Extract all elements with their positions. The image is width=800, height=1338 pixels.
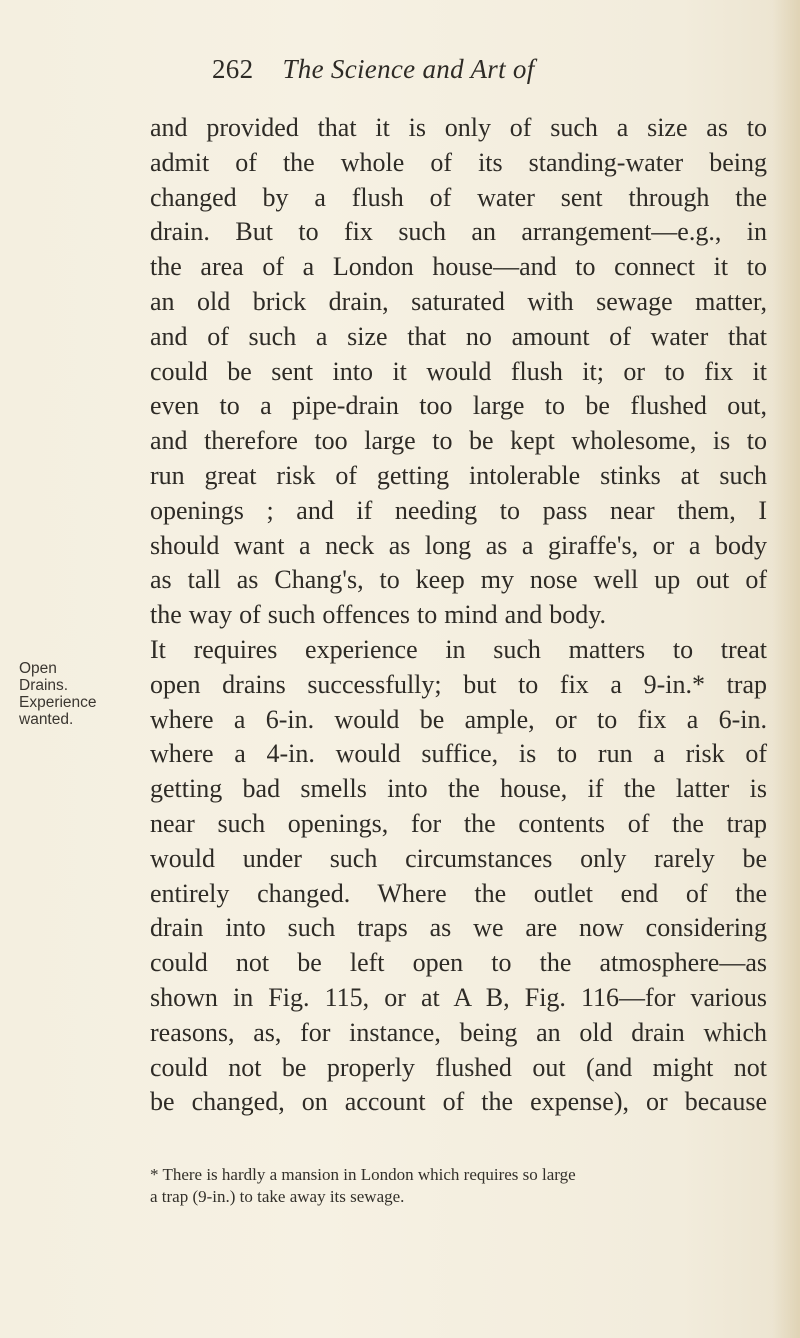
footnote-line: a trap (9-in.) to take away its sewage. — [150, 1187, 405, 1206]
text-line: reasons, as, for instance, being an old drain which — [150, 1017, 767, 1047]
running-head — [212, 54, 535, 85]
text-line: openings ; and if needing to pass near them, I — [150, 495, 767, 525]
footnote-line: * There is hardly a mansion in London which requires so large — [150, 1165, 576, 1184]
text-line: even to a pipe-drain too large to be flushed out, — [150, 391, 767, 421]
text-line: where a 4-in. would suffice, is to run a risk of — [150, 739, 767, 769]
text-line: an old brick drain, saturated with sewage matter, — [150, 286, 767, 316]
text-line: getting bad smells into the house, if the latter is — [150, 774, 767, 804]
text-line: the area of a London house—and to connect it to — [150, 252, 767, 282]
text-line: could be sent into it would flush it; or to fix it — [150, 356, 767, 386]
text-line: open drains successfully; but to fix a 9-in.* trap — [150, 669, 767, 699]
text-line: could not be properly flushed out (and might not — [150, 1052, 767, 1082]
running-title: The Science and Art of — [282, 54, 535, 84]
text-line: be changed, on account of the expense), or because — [150, 1087, 767, 1117]
text-line: admit of the whole of its standing-water being — [150, 147, 767, 177]
text-line: and therefore too large to be kept wholesome, is to — [150, 426, 767, 456]
text-line: near such openings, for the contents of the trap — [150, 808, 767, 838]
margin-note — [19, 660, 97, 728]
footnote — [150, 1164, 767, 1208]
page-edge-shadow — [772, 0, 800, 1338]
text-line: It requires experience in such matters to treat — [150, 634, 767, 664]
text-line: drain. But to fix such an arrangement—e.g., in — [150, 217, 767, 247]
page-number: 262 — [212, 54, 254, 84]
margin-note-line: wanted. — [19, 711, 74, 728]
text-line: and provided that it is only of such a size as to — [150, 113, 767, 142]
margin-note-line: Experience — [19, 694, 97, 711]
text-line: where a 6-in. would be ample, or to fix a 6-in. — [150, 704, 767, 734]
text-line: could not be left open to the atmosphere—as — [150, 948, 767, 978]
text-line: and of such a size that no amount of water that — [150, 321, 767, 351]
text-line: run great risk of getting intolerable stinks at such — [150, 460, 767, 490]
text-line: as tall as Chang's, to keep my nose well up out of — [150, 565, 767, 595]
text-line: shown in Fig. 115, or at A B, Fig. 116—for various — [150, 982, 767, 1012]
text-line: would under such circumstances only rarely be — [150, 843, 767, 873]
text-line: entirely changed. Where the outlet end of the — [150, 878, 767, 908]
body-text — [150, 111, 767, 1120]
margin-note-line: Open — [19, 660, 57, 677]
text-line: drain into such traps as we are now considering — [150, 913, 767, 943]
margin-note-line: Drains. — [19, 677, 69, 694]
text-line: should want a neck as long as a giraffe's, or a body — [150, 530, 767, 560]
text-line: the way of such offences to mind and body. — [150, 600, 607, 630]
text-line: changed by a flush of water sent through the — [150, 182, 767, 212]
